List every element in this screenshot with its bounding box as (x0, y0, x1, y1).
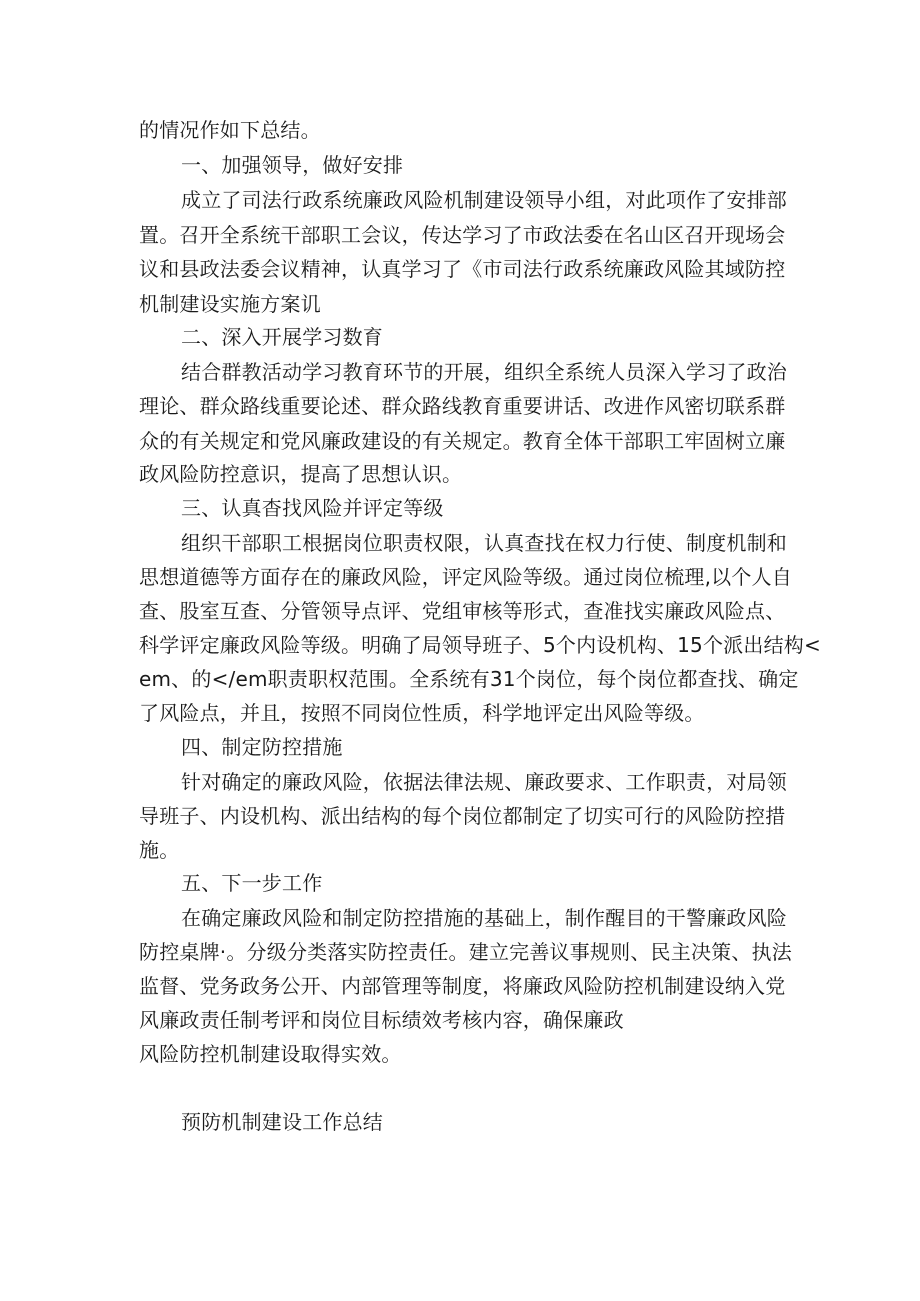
text-line: 监督、党务政务公开、内部管理等制度，将廉政风险防控机制建设纳入党 (139, 974, 786, 998)
text-line: 查、股室互查、分管领导点评、党组审核等形式，查准找实廉政风险点、 (139, 599, 786, 623)
text-line: 政风险防控意识，提高了思想认识。 (139, 462, 463, 486)
text-line: 思想道德等方面存在的廉政风险，评定风险等级。通过岗位梳理,以个人自 (139, 565, 792, 589)
text-line: 组织干部职工根据岗位职责权限，认真查找在权力行使、制度机制和 (181, 531, 787, 555)
text-line: em、的</em职责职权范围。全系统有31个岗位，每个岗位都查找、确定 (139, 667, 799, 691)
text-line: 导班子、内设机构、派出结构的每个岗位都制定了切实可行的风险防控措 (139, 804, 786, 828)
text-line: 众的有关规定和党风廉政建设的有关规定。教育全体干部职工牢固树立廉 (139, 429, 786, 453)
text-line: 机制建设实施方案讥 (139, 292, 321, 316)
section-heading: 二、深入开展学习数育 (181, 325, 383, 349)
section-heading: 四、制定防控措施 (181, 735, 343, 759)
document-title: 预防机制建设工作总结 (181, 1110, 383, 1134)
text-line: 科学评定廉政风险等级。明确了局领导班子、5个内设机构、15个派出结构< (139, 633, 821, 657)
text-line: 置。召开全系统干部职工会议，传达学习了市政法委在名山区召开现场会 (139, 223, 786, 247)
text-line: 成立了司法行政系统廉政风险机制建设领导小组，对此项作了安排部 (181, 188, 787, 212)
text-line: 防控桌牌·。分级分类落实防控责任。建立完善议事规则、民主决策、执法 (139, 940, 792, 964)
section-heading: 五、下一步工作 (181, 871, 323, 895)
section-heading: 三、认真杳找风险并评定等级 (181, 496, 444, 520)
text-line: 了风险点，并且，按照不同岗位性质，科学地评定出风险等级。 (139, 701, 705, 725)
text-line: 针对确定的廉政风险，依据法律法规、廉政要求、工作职责，对局领 (181, 770, 787, 794)
text-line: 议和县政法委会议精神，认真学习了《市司法行政系统廉政风险其域防控 (139, 257, 786, 281)
text-line: 理论、群众路线重要论述、群众路线教育重要讲话、改进作风密切联系群 (139, 394, 786, 418)
text-line: 施。 (139, 838, 180, 862)
text-line: 的情况作如下总结。 (139, 118, 321, 142)
text-line: 结合群教活动学习教育环节的开展，组织全系统人员深入学习了政治 (181, 360, 787, 384)
text-line: 在确定廉政风险和制定防控措施的基础上，制作醒目的干警廉政风险 (181, 906, 787, 930)
text-line: 风险防控机制建设取得实效。 (139, 1042, 402, 1066)
text-line: 风廉政责任制考评和岗位目标绩效考核内容，确保廉政 (139, 1008, 624, 1032)
section-heading: 一、加强领导，做好安排 (181, 153, 404, 177)
